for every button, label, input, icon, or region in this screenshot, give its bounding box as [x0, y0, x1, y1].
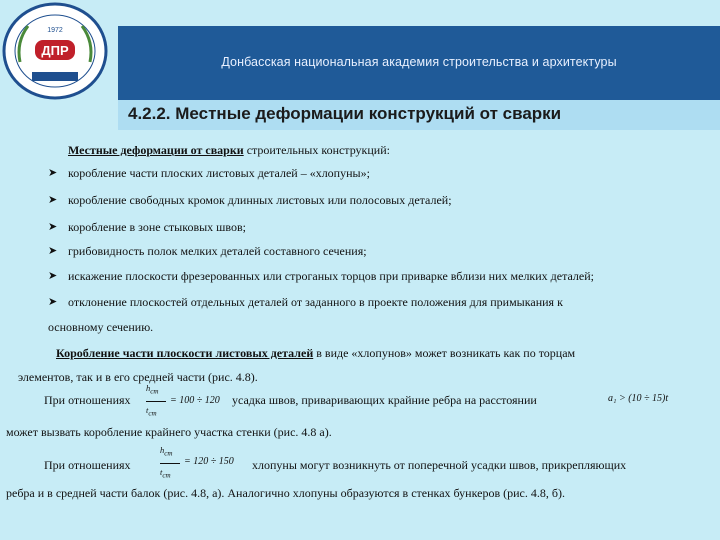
paragraph-1-line-2: элементов, так и в его средней части (рис. 4.8). [18, 370, 258, 384]
paragraph-1 [56, 346, 575, 360]
bullet-arrow-icon: ➤ [48, 194, 58, 206]
bullet-arrow-icon: ➤ [48, 245, 58, 257]
formula-ratio-1: $h_{ст}$ $t_{ст}$ [146, 384, 166, 418]
bullet-item: коробление в зоне стыковых швов; [68, 220, 247, 234]
paragraph-1-rest: в виде «хлопунов» может возникать как по торцам [313, 346, 576, 360]
bullet-continuation: основному сечению. [48, 320, 154, 334]
paragraph-3-mid: хлопуны могут возникнуть от поперечной усадки швов, прикрепляющих [252, 458, 627, 472]
svg-text:ДПР: ДПР [41, 43, 69, 58]
bullet-item: искажение плоскости фрезерованных или строганых торцов при приварке вблизи них мелких деталей; [68, 269, 595, 283]
bullet-arrow-icon: ➤ [48, 167, 58, 179]
formula-range-2: = 120 ÷ 150 [184, 456, 234, 467]
bullet-item: грибовидность полок мелких деталей составного сечения; [68, 244, 367, 258]
intro-underlined: Местные деформации от сварки [68, 143, 244, 157]
intro-rest: строительных конструкций: [243, 143, 390, 157]
bullet-item: коробление свободных кромок длинных листовых или полосовых деталей; [68, 193, 452, 207]
svg-text:1972: 1972 [47, 27, 63, 34]
academy-name: Донбасская национальная академия строительства и архитектуры [221, 55, 617, 69]
academy-logo [2, 2, 108, 100]
bullet-arrow-icon: ➤ [48, 221, 58, 233]
intro-line [68, 143, 390, 157]
bullet-arrow-icon: ➤ [48, 270, 58, 282]
paragraph-3-lead: При отношениях [44, 458, 131, 472]
bullet-arrow-icon: ➤ [48, 296, 58, 308]
formula-spacing: a₁ > (10 ÷ 15)t [608, 393, 669, 404]
slide-title: 4.2.2. Местные деформации конструкций от сварки [128, 104, 562, 123]
bullet-item: коробление части плоских листовых деталей – «хлопуны»; [68, 166, 370, 180]
paragraph-2-line-2: может вызвать коробление крайнего участка стенки (рис. 4.8 а). [6, 425, 332, 439]
paragraph-2-lead: При отношениях [44, 393, 131, 407]
formula-ratio-2: $h_{ст}$ $t_{ст}$ [160, 446, 180, 480]
paragraph-3-line-2: ребра и в средней части балок (рис. 4.8, а). Аналогично хлопуны образуются в стенках бункеров (рис. 4.8, б). [6, 486, 565, 500]
formula-range-1: = 100 ÷ 120 [170, 395, 220, 406]
bullet-item: отклонение плоскостей отдельных деталей от заданного в проекте положения для примыкания к [68, 295, 563, 309]
paragraph-1-underlined: Коробление части плоскости листовых деталей [56, 346, 314, 360]
header-band [118, 26, 720, 100]
paragraph-2-mid: усадка швов, приваривающих крайние ребра на расстоянии [232, 393, 537, 407]
